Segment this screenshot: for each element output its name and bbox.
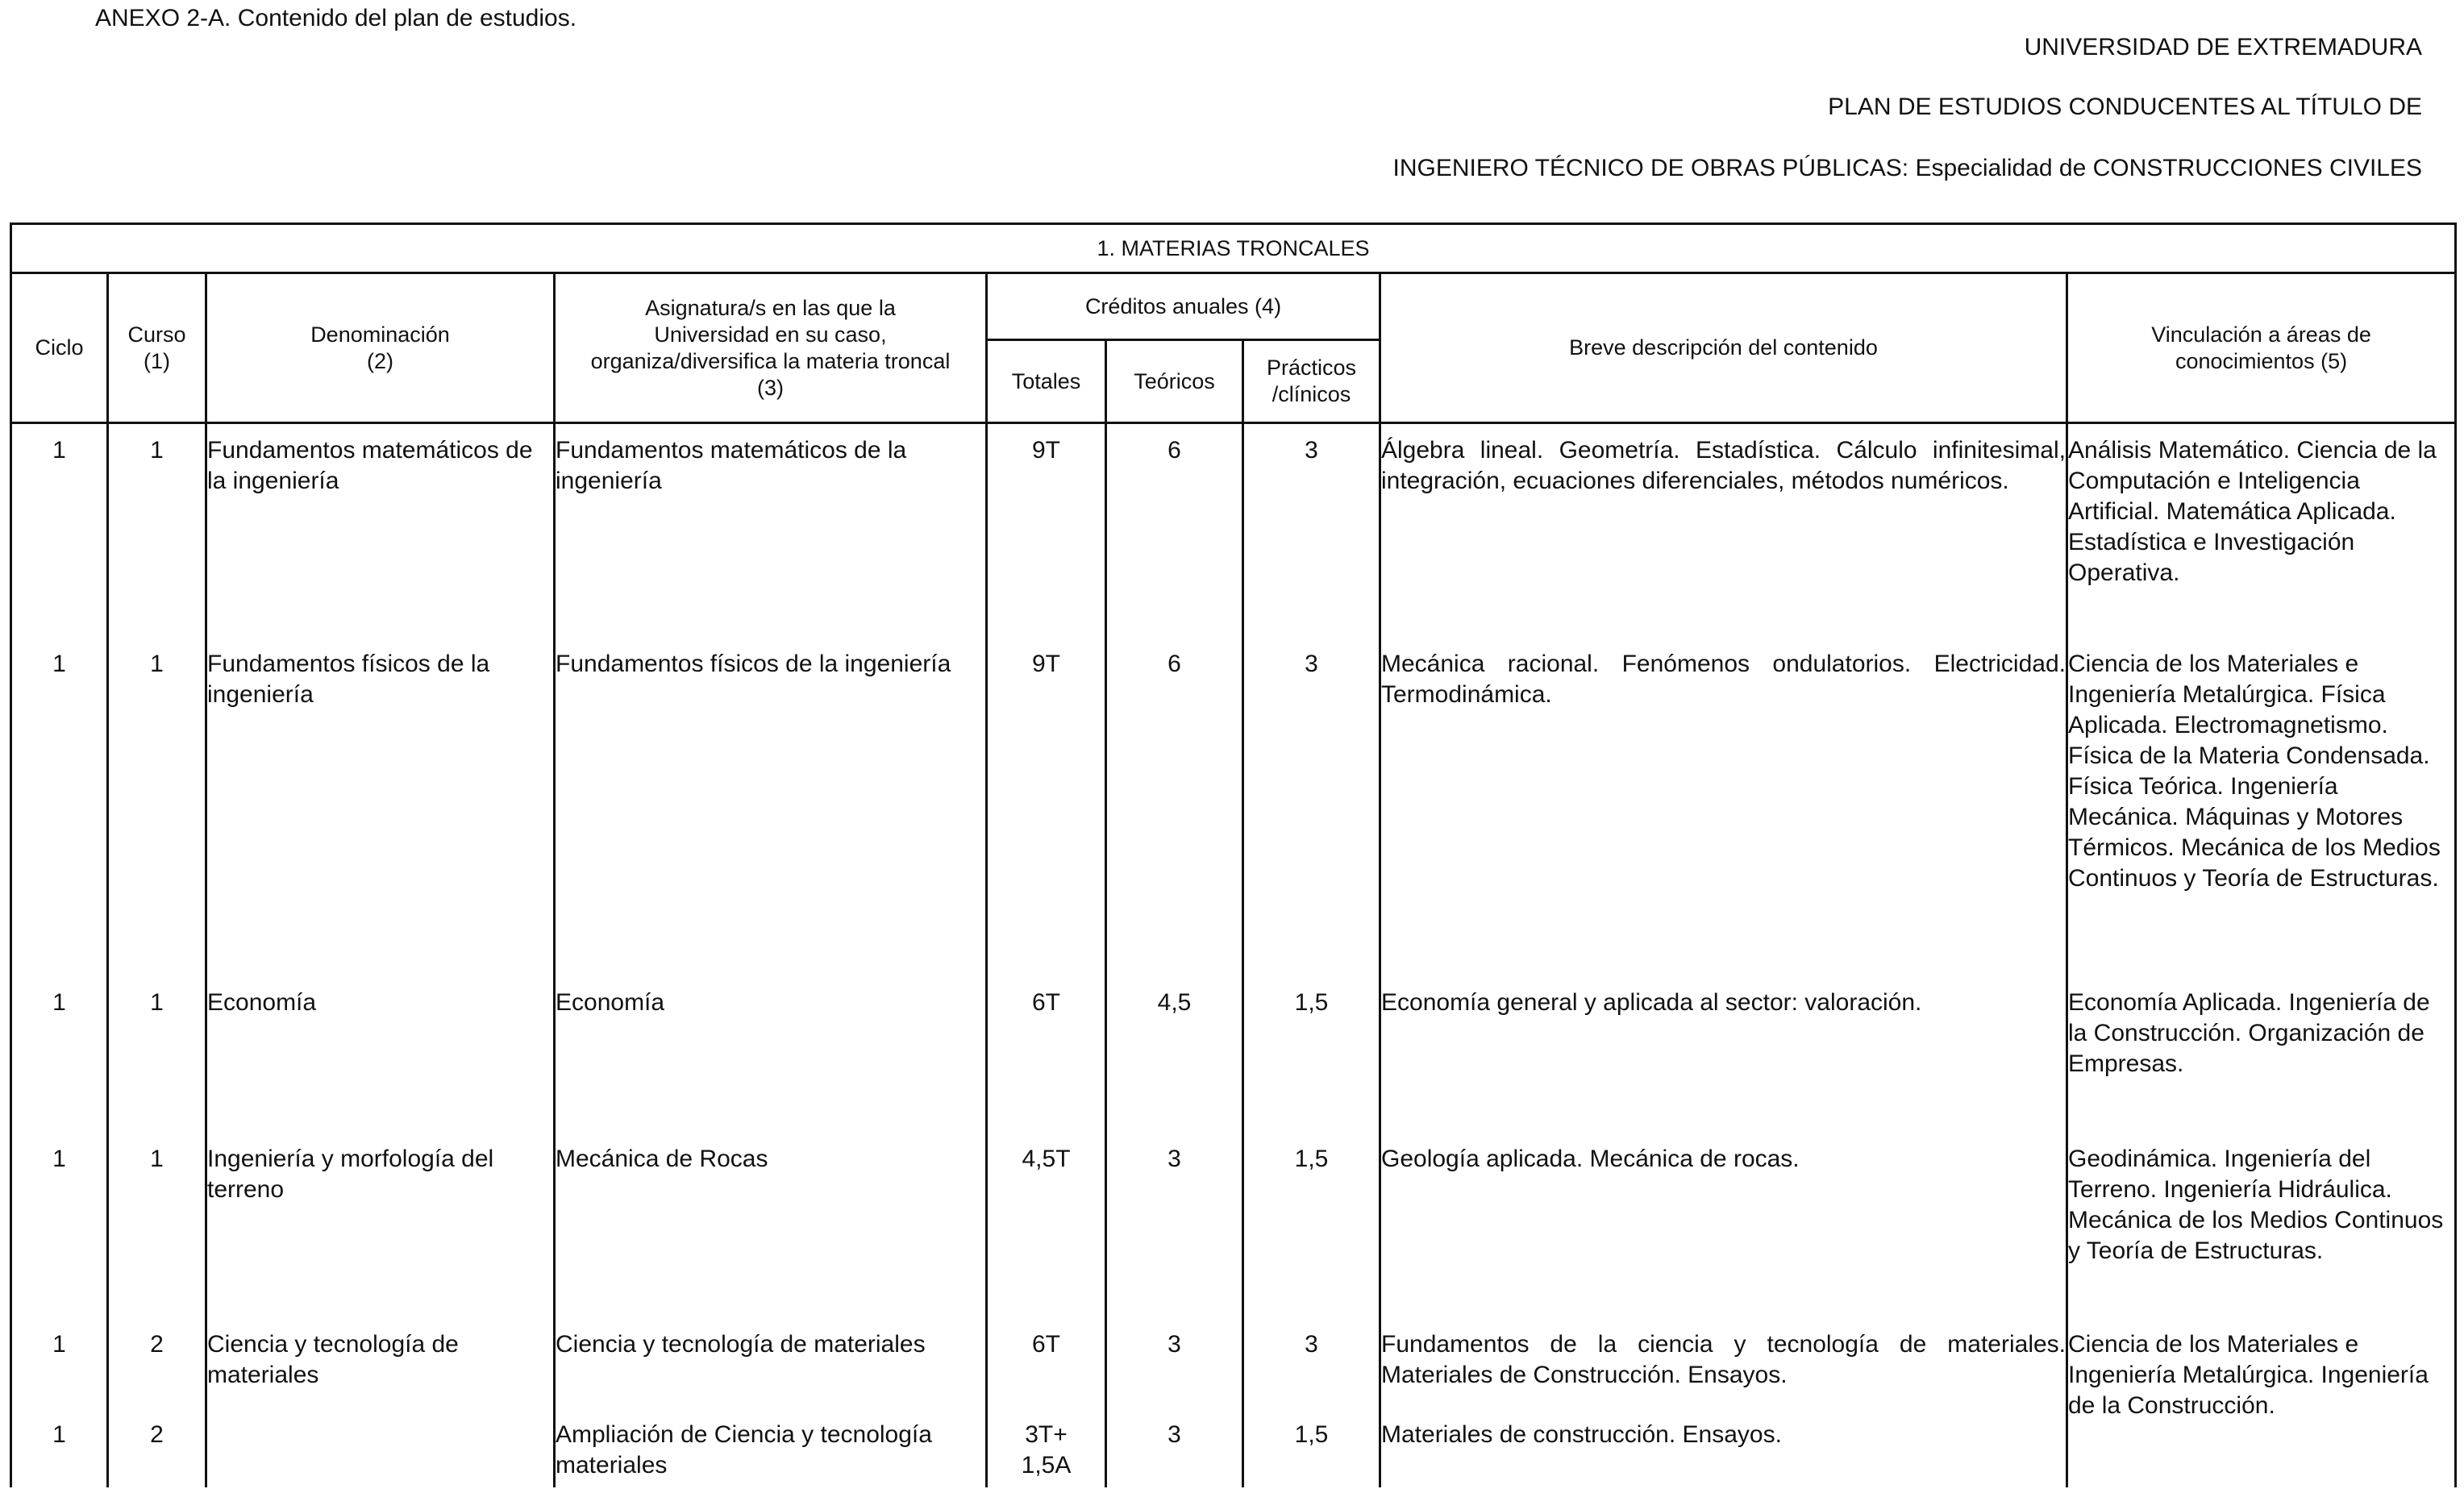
cell-curso: 1 <box>108 423 206 638</box>
cell-vinculacion: Ciencia de los Materiales e Ingeniería Metalúrgica. Ingeniería de la Construcción. <box>2067 1318 2456 1487</box>
cell-curso: 2 <box>108 1408 206 1487</box>
cell-descripcion: Economía general y aplicada al sector: valoración. <box>1380 976 2067 1133</box>
cell-totales: 4,5T <box>987 1133 1106 1318</box>
cell-teoricos: 4,5 <box>1106 976 1243 1133</box>
cell-curso: 1 <box>108 976 206 1133</box>
cell-descripcion: Geología aplicada. Mecánica de rocas. <box>1380 1133 2067 1318</box>
cell-totales: 9T <box>987 423 1106 638</box>
cell-ciclo: 1 <box>11 638 108 976</box>
cell-denominacion: Fundamentos físicos de la ingeniería <box>206 638 555 976</box>
cell-asignatura: Fundamentos físicos de la ingeniería <box>555 638 987 976</box>
cell-practicos: 3 <box>1243 423 1380 638</box>
cell-totales: 6T <box>987 976 1106 1133</box>
cell-descripcion: Mecánica racional. Fenómenos ondulatorios. Electricidad. Termodinámica. <box>1380 638 2067 976</box>
cell-ciclo: 1 <box>11 1318 108 1408</box>
cell-asignatura: Economía <box>555 976 987 1133</box>
table-row <box>11 1318 2456 1408</box>
cell-practicos: 3 <box>1243 638 1380 976</box>
university-name: UNIVERSIDAD DE EXTREMADURA <box>2024 34 2422 60</box>
column-header-teoricos: Teóricos <box>1106 340 1243 423</box>
column-header-curso: Curso (1) <box>108 273 206 423</box>
column-header-practicos: Prácticos /clínicos <box>1243 340 1380 423</box>
cell-ciclo: 1 <box>11 1133 108 1318</box>
table-row <box>11 423 2456 638</box>
cell-teoricos: 3 <box>1106 1133 1243 1318</box>
cell-curso: 1 <box>108 1133 206 1318</box>
cell-teoricos: 3 <box>1106 1408 1243 1487</box>
annex-heading: ANEXO 2-A. Contenido del plan de estudios. <box>95 5 577 31</box>
cell-asignatura: Mecánica de Rocas <box>555 1133 987 1318</box>
cell-ciclo: 1 <box>11 1408 108 1487</box>
table-title: 1. MATERIAS TRONCALES <box>11 224 2456 273</box>
column-header-totales: Totales <box>987 340 1106 423</box>
cell-practicos: 1,5 <box>1243 1133 1380 1318</box>
cell-ciclo: 1 <box>11 976 108 1133</box>
column-header-creditos: Créditos anuales (4) <box>987 273 1380 340</box>
table-row <box>11 1133 2456 1318</box>
cell-totales: 9T <box>987 638 1106 976</box>
cell-asignatura: Ciencia y tecnología de materiales <box>555 1318 987 1408</box>
cell-practicos: 1,5 <box>1243 1408 1380 1487</box>
cell-vinculacion: Análisis Matemático. Ciencia de la Computación e Inteligencia Artificial. Matemática Aplicada. Estadística e Investigación Operativa. <box>2067 423 2456 638</box>
cell-curso: 2 <box>108 1318 206 1408</box>
cell-teoricos: 6 <box>1106 423 1243 638</box>
column-header-vinculacion: Vinculación a áreas de conocimientos (5) <box>2067 273 2456 423</box>
degree-title: INGENIERO TÉCNICO DE OBRAS PÚBLICAS: Especialidad de CONSTRUCCIONES CIVILES <box>1392 155 2422 181</box>
cell-descripcion: Álgebra lineal. Geometría. Estadística. Cálculo infinitesimal, integración, ecuaciones diferenciales, métodos numéricos. <box>1380 423 2067 638</box>
cell-denominacion: Ciencia y tecnología de materiales <box>206 1318 555 1408</box>
cell-descripcion: Fundamentos de la ciencia y tecnología de materiales. Materiales de Construcción. Ensayos. <box>1380 1318 2067 1408</box>
cell-teoricos: 3 <box>1106 1318 1243 1408</box>
cell-practicos: 3 <box>1243 1318 1380 1408</box>
table-row <box>11 976 2456 1133</box>
cell-curso: 1 <box>108 638 206 976</box>
cell-denominacion <box>206 1408 555 1487</box>
cell-ciclo: 1 <box>11 423 108 638</box>
cell-vinculacion: Geodinámica. Ingeniería del Terreno. Ingeniería Hidráulica. Mecánica de los Medios Continuos y Teoría de Estructuras. <box>2067 1133 2456 1318</box>
cell-vinculacion: Ciencia de los Materiales e Ingeniería Metalúrgica. Física Aplicada. Electromagnetismo. Física de la Materia Condensada. Física Teórica. Ingeniería Mecánica. Máquinas y Motores Térmicos. Mecánica de los Medios Continuos y Teoría de Estructuras. <box>2067 638 2456 976</box>
cell-totales: 3T+ 1,5A <box>987 1408 1106 1487</box>
cell-totales: 6T <box>987 1318 1106 1408</box>
cell-vinculacion: Economía Aplicada. Ingeniería de la Construcción. Organización de Empresas. <box>2067 976 2456 1133</box>
column-header-descripcion: Breve descripción del contenido <box>1380 273 2067 423</box>
cell-descripcion: Materiales de construcción. Ensayos. <box>1380 1408 2067 1487</box>
cell-practicos: 1,5 <box>1243 976 1380 1133</box>
cell-teoricos: 6 <box>1106 638 1243 976</box>
table-row <box>11 638 2456 976</box>
cell-denominacion: Economía <box>206 976 555 1133</box>
materias-troncales-table <box>10 223 2457 1487</box>
plan-heading: PLAN DE ESTUDIOS CONDUCENTES AL TÍTULO DE <box>1828 94 2422 120</box>
cell-asignatura: Fundamentos matemáticos de la ingeniería <box>555 423 987 638</box>
cell-asignatura: Ampliación de Ciencia y tecnología materiales <box>555 1408 987 1487</box>
column-header-asignatura: Asignatura/s en las que la Universidad en su caso, organiza/diversifica la materia troncal (3) <box>555 273 987 423</box>
column-header-denominacion: Denominación (2) <box>206 273 555 423</box>
cell-denominacion: Ingeniería y morfología del terreno <box>206 1133 555 1318</box>
column-header-ciclo: Ciclo <box>11 273 108 423</box>
cell-denominacion: Fundamentos matemáticos de la ingeniería <box>206 423 555 638</box>
